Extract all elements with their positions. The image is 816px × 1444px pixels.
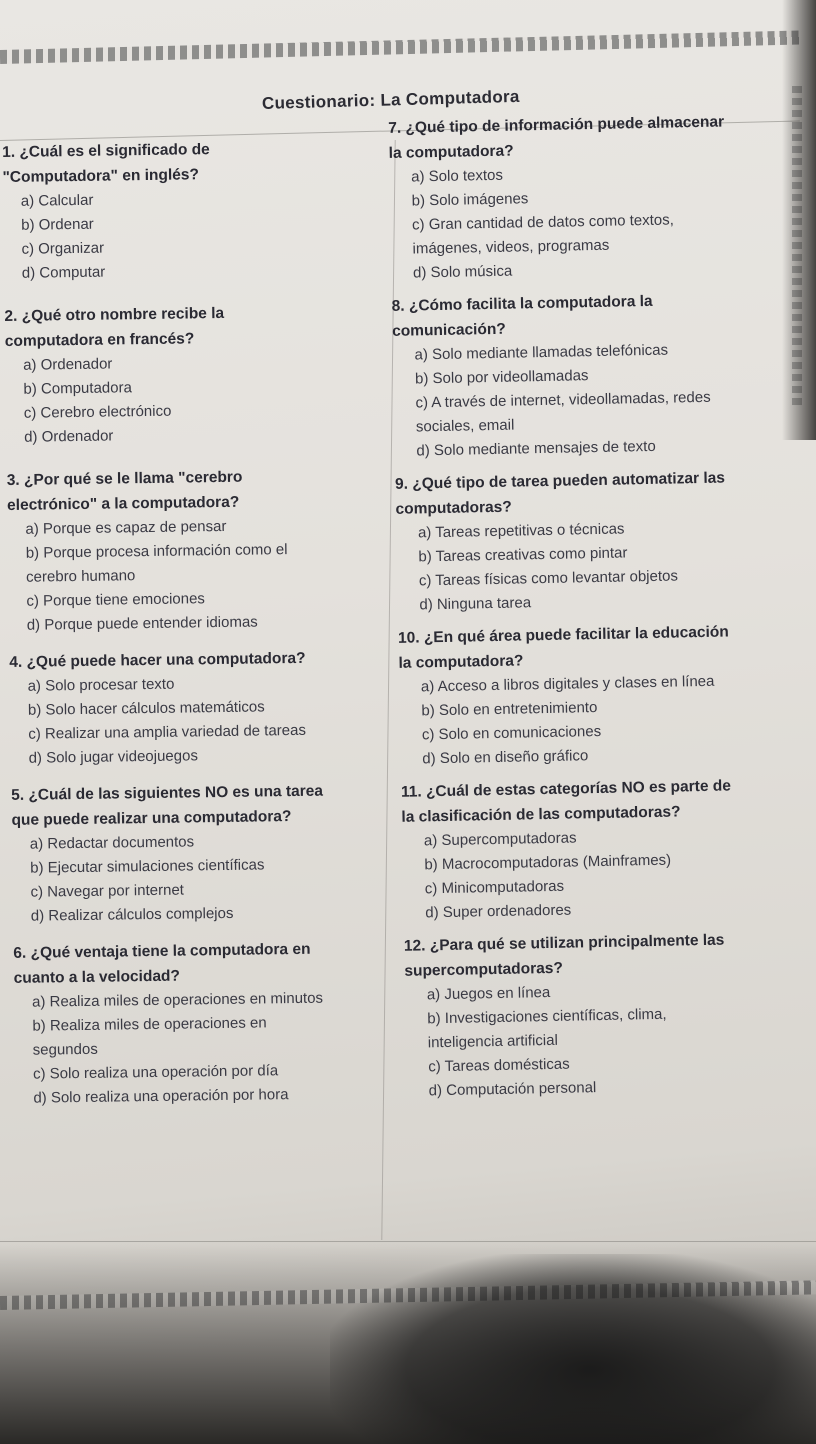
question-text: 5. ¿Cuál de las siguientes NO es una tarea [11,782,324,804]
question-block [9,645,395,771]
answer-option: d) Solo música [412,262,513,282]
question-text: 3. ¿Por qué se le llama "cerebro [6,468,243,489]
answer-option: sociales, email [415,416,515,436]
answer-option: d) Computación personal [428,1079,597,1100]
answer-option: a) Solo mediante llamadas telefónicas [414,341,669,364]
question-text: la computadora? [388,142,514,162]
answer-option: d) Super ordenadores [425,901,572,922]
question-block [397,772,816,926]
answer-option: b) Solo hacer cálculos matemáticos [27,698,265,719]
answer-option: d) Ordenador [24,427,114,446]
answer-option: a) Porque es capaz de pensar [25,517,227,538]
question-text: 8. ¿Cómo facilita la computadora la [391,292,653,315]
question-text: electrónico" a la computadora? [6,493,240,514]
answer-option: segundos [32,1040,98,1059]
answer-option: c) Gran cantidad de datos como textos, [411,211,675,234]
answer-option: c) Tareas físicas como levantar objetos [418,567,679,590]
question-text: computadora en francés? [4,330,195,350]
answer-option: d) Solo mediante mensajes de texto [416,437,656,460]
question-text: "Computadora" en inglés? [2,166,200,186]
answer-option: b) Ejecutar simulaciones científicas [30,856,265,877]
answer-option: d) Solo jugar videojuegos [28,747,199,767]
question-text: 9. ¿Qué tipo de tarea pueden automatizar las [394,469,726,493]
question-text: cuanto a la velocidad? [13,967,181,987]
answer-option: imágenes, videos, programas [412,236,610,258]
question-text: 4. ¿Qué puede hacer una computadora? [9,649,306,671]
answer-option: d) Realizar cálculos complejos [30,904,234,925]
answer-option: b) Realiza miles de operaciones en [32,1014,267,1035]
answer-option: c) Minicomputadoras [424,877,565,898]
answer-option: a) Solo procesar texto [27,675,175,695]
question-block [13,936,399,1111]
answer-option: b) Solo por videollamadas [414,367,589,388]
answer-option: d) Porque puede entender idiomas [26,613,258,634]
question-block [391,464,816,618]
answer-option: c) Tareas domésticas [428,1055,570,1076]
answer-option: c) Solo en comunicaciones [421,722,602,744]
question-text: 6. ¿Qué ventaja tiene la computadora en [13,940,311,962]
question-text: 12. ¿Para qué se utilizan principalmente las [403,931,725,955]
answer-option: c) Porque tiene emociones [26,590,205,610]
answer-option: a) Calcular [20,191,94,210]
question-block [387,286,816,464]
answer-option: b) Ordenar [21,215,94,234]
answer-option: b) Macrocomputadoras (Mainframes) [424,851,672,874]
question-text: que puede realizar una computadora? [11,808,292,829]
question-block [400,926,816,1104]
answer-option: a) Redactar documentos [29,833,195,853]
answer-option: c) A través de internet, videollamadas, redes [415,388,711,412]
question-block [7,463,393,638]
answer-option: inteligencia artificial [427,1031,559,1052]
answer-option: b) Solo imágenes [411,190,529,210]
answer-option: a) Acceso a libros digitales y clases en línea [420,672,715,696]
divider-bottom [0,1241,816,1242]
question-text: la computadora? [398,652,524,672]
question-block [4,299,390,450]
answer-option: a) Realiza miles de operaciones en minutos [31,989,324,1011]
question-block [2,135,388,286]
answer-option: d) Computar [21,263,106,282]
question-text: computadoras? [395,498,512,518]
left-column [2,135,400,1111]
question-text: 7. ¿Qué tipo de información puede almacenar [388,113,725,137]
question-text: 10. ¿En qué área puede facilitar la educación [397,623,729,647]
question-text: 2. ¿Qué otro nombre recibe la [4,304,225,325]
answer-option: b) Tareas creativas como pintar [418,544,628,566]
answer-option: a) Solo textos [411,166,504,186]
answer-option: b) Computadora [23,379,132,398]
answer-option: d) Solo en diseño gráfico [422,747,589,768]
question-text: comunicación? [391,320,506,340]
answer-option: d) Ninguna tarea [419,594,532,614]
question-text: la clasificación de las computadoras? [401,803,681,826]
answer-option: a) Tareas repetitivas o técnicas [417,520,625,542]
answer-option: c) Cerebro electrónico [23,402,172,422]
answer-option: c) Realizar una amplia variedad de tareas [28,721,307,743]
answer-option: a) Juegos en línea [426,983,551,1004]
answer-option: c) Navegar por internet [30,881,185,901]
answer-option: c) Organizar [21,239,105,258]
question-text: 1. ¿Cuál es el significado de [2,141,210,161]
answer-option: a) Ordenador [23,355,113,374]
hand-shadow [330,1254,816,1444]
answer-option: d) Solo realiza una operación por hora [33,1086,289,1107]
question-block [384,108,816,286]
answer-option: b) Investigaciones científicas, clima, [427,1005,667,1028]
answer-option: b) Solo en entretenimiento [421,699,598,720]
question-text: supercomputadoras? [404,959,564,980]
question-text: 11. ¿Cuál de estas categorías NO es parte de [400,777,732,801]
answer-option: cerebro humano [25,567,136,586]
answer-option: b) Porque procesa información como el [25,541,288,562]
answer-option: c) Solo realiza una operación por día [32,1062,279,1083]
decorative-border-top [0,30,800,64]
answer-option: a) Supercomputadoras [423,829,577,850]
question-block [11,778,397,929]
page-edge-shadow [782,0,816,440]
question-block [394,618,816,772]
worksheet-title: Cuestionario: La Computadora [261,86,520,113]
right-column [384,108,816,1104]
